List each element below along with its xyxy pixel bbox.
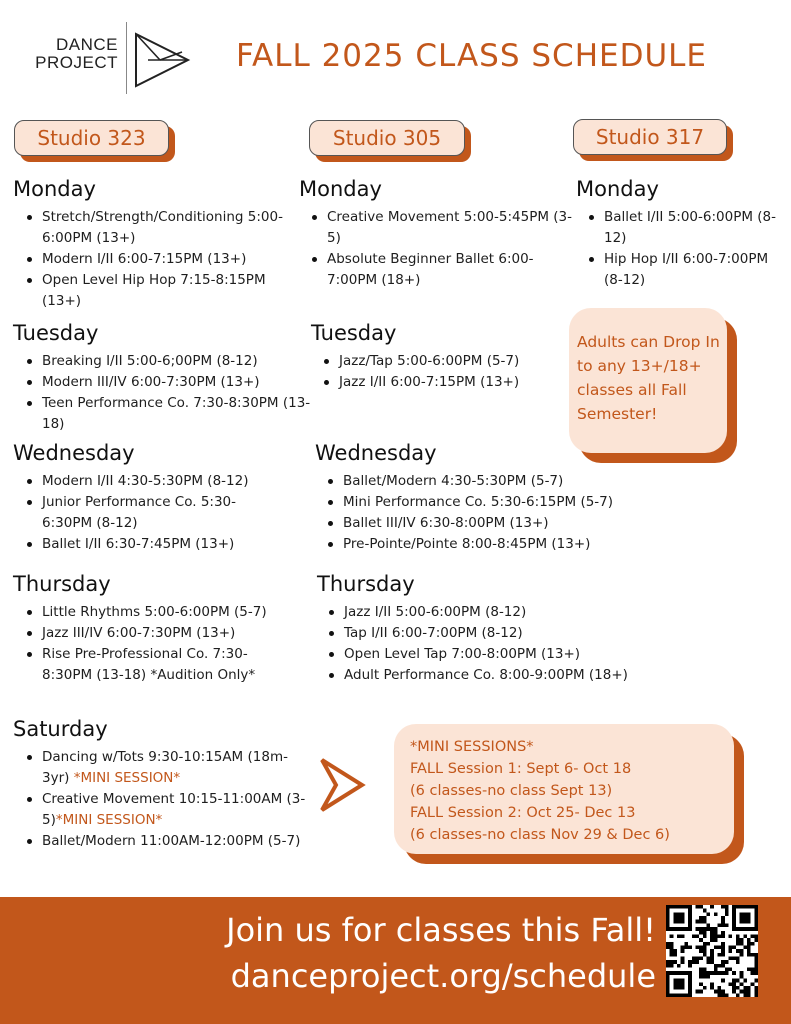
s305-thursday-classes: [322, 602, 672, 686]
s305-wednesday-heading: Wednesday: [315, 441, 437, 465]
list-item: Ballet/Modern 4:30-5:30PM (5-7): [321, 471, 641, 492]
list-item: Junior Performance Co. 5:30-6:30PM (8-12): [20, 492, 280, 534]
session-1: FALL Session 1: Sept 6- Oct 18: [410, 761, 632, 777]
logo-line-2: PROJECT: [35, 53, 118, 72]
list-item: Stretch/Strength/Conditioning 5:00-6:00PM (13+): [20, 207, 290, 249]
list-item: Absolute Beginner Ballet 6:00-7:00PM (18+): [305, 249, 580, 291]
logo-divider: [126, 22, 127, 94]
adults-drop-in-callout: [569, 308, 727, 453]
s305-monday-heading: Monday: [299, 177, 382, 201]
list-item: Ballet III/IV 6:30-8:00PM (13+): [321, 513, 641, 534]
list-item: Hip Hop I/II 6:00-7:00PM (8-12): [582, 249, 787, 291]
list-item: Modern III/IV 6:00-7:30PM (13+): [20, 372, 315, 393]
session-2-note: (6 classes-no class Nov 29 & Dec 6): [410, 827, 670, 843]
studio-label-text: Studio 323: [14, 120, 169, 156]
list-item: Jazz III/IV 6:00-7:30PM (13+): [20, 623, 295, 644]
adults-drop-in-text: Adults can Drop In to any 13+/18+ classes all Fall Semester!: [569, 308, 727, 453]
s317-monday-classes: [582, 207, 787, 291]
session-1-note: (6 classes-no class Sept 13): [410, 783, 613, 799]
s305-wednesday-classes: [321, 471, 641, 555]
mini-session-note: *MINI SESSION*: [73, 770, 181, 786]
triangle-logo-icon: [132, 30, 192, 90]
studio-label-text: Studio 317: [573, 119, 727, 155]
page-title: FALL 2025 CLASS SCHEDULE: [236, 38, 708, 74]
s323-wednesday-classes: [20, 471, 280, 555]
list-item: Mini Performance Co. 5:30-6:15PM (5-7): [321, 492, 641, 513]
list-item: Rise Pre-Professional Co. 7:30-8:30PM (13-18) *Audition Only*: [20, 644, 295, 686]
s305-tuesday-classes: [317, 351, 567, 393]
list-item: Modern I/II 4:30-5:30PM (8-12): [20, 471, 280, 492]
list-item: Jazz/Tap 5:00-6:00PM (5-7): [317, 351, 567, 372]
qr-code-icon[interactable]: [666, 905, 758, 997]
s305-thursday-heading: Thursday: [317, 572, 415, 596]
s323-thursday-classes: [20, 602, 295, 686]
list-item: Creative Movement 5:00-5:45PM (3-5): [305, 207, 580, 249]
studio-label-text: Studio 305: [309, 120, 465, 156]
s323-monday-classes: [20, 207, 290, 312]
s323-monday-heading: Monday: [13, 177, 96, 201]
logo-wordmark: [30, 36, 118, 72]
dance-project-logo: [30, 20, 195, 100]
list-item: Ballet I/II 6:30-7:45PM (13+): [20, 534, 280, 555]
chevron-right-icon: [318, 756, 366, 814]
list-item: Modern I/II 6:00-7:15PM (13+): [20, 249, 290, 270]
list-item: [20, 789, 310, 831]
s305-monday-classes: [305, 207, 580, 291]
list-item: Jazz I/II 5:00-6:00PM (8-12): [322, 602, 672, 623]
studio-305-label: [309, 120, 465, 156]
footer-url[interactable]: danceproject.org/schedule: [230, 957, 656, 995]
list-item: Teen Performance Co. 7:30-8:30PM (13-18): [20, 393, 315, 435]
list-item: Ballet I/II 5:00-6:00PM (8-12): [582, 207, 787, 249]
mini-session-note: *MINI SESSION*: [55, 812, 163, 828]
s323-wednesday-heading: Wednesday: [13, 441, 135, 465]
list-item: [20, 747, 310, 789]
s317-monday-heading: Monday: [576, 177, 659, 201]
list-item: Breaking I/II 5:00-6;00PM (8-12): [20, 351, 315, 372]
studio-317-label: [573, 119, 727, 155]
list-item: Open Level Hip Hop 7:15-8:15PM (13+): [20, 270, 290, 312]
footer-tagline: Join us for classes this Fall!: [226, 911, 656, 949]
mini-sessions-body: [394, 724, 734, 854]
class-text: Dancing w/Tots 9:30-10:15AM (18m-3yr): [42, 749, 288, 786]
list-item: Ballet/Modern 11:00AM-12:00PM (5-7): [20, 831, 310, 852]
list-item: Open Level Tap 7:00-8:00PM (13+): [322, 644, 672, 665]
mini-sessions-callout: [394, 724, 734, 854]
s323-saturday-classes: [20, 747, 310, 852]
list-item: Adult Performance Co. 8:00-9:00PM (18+): [322, 665, 672, 686]
s323-saturday-heading: Saturday: [13, 717, 108, 741]
mini-sessions-heading: *MINI SESSIONS*: [410, 739, 534, 755]
logo-line-1: DANCE: [55, 35, 118, 54]
s323-thursday-heading: Thursday: [13, 572, 111, 596]
list-item: Tap I/II 6:00-7:00PM (8-12): [322, 623, 672, 644]
session-2: FALL Session 2: Oct 25- Dec 13: [410, 805, 636, 821]
list-item: Jazz I/II 6:00-7:15PM (13+): [317, 372, 567, 393]
class-text: Creative Movement 10:15-11:00AM (3-5): [42, 791, 306, 828]
studio-323-label: [14, 120, 169, 156]
s323-tuesday-classes: [20, 351, 315, 435]
list-item: Pre-Pointe/Pointe 8:00-8:45PM (13+): [321, 534, 641, 555]
s305-tuesday-heading: Tuesday: [311, 321, 397, 345]
s323-tuesday-heading: Tuesday: [13, 321, 99, 345]
list-item: Little Rhythms 5:00-6:00PM (5-7): [20, 602, 295, 623]
